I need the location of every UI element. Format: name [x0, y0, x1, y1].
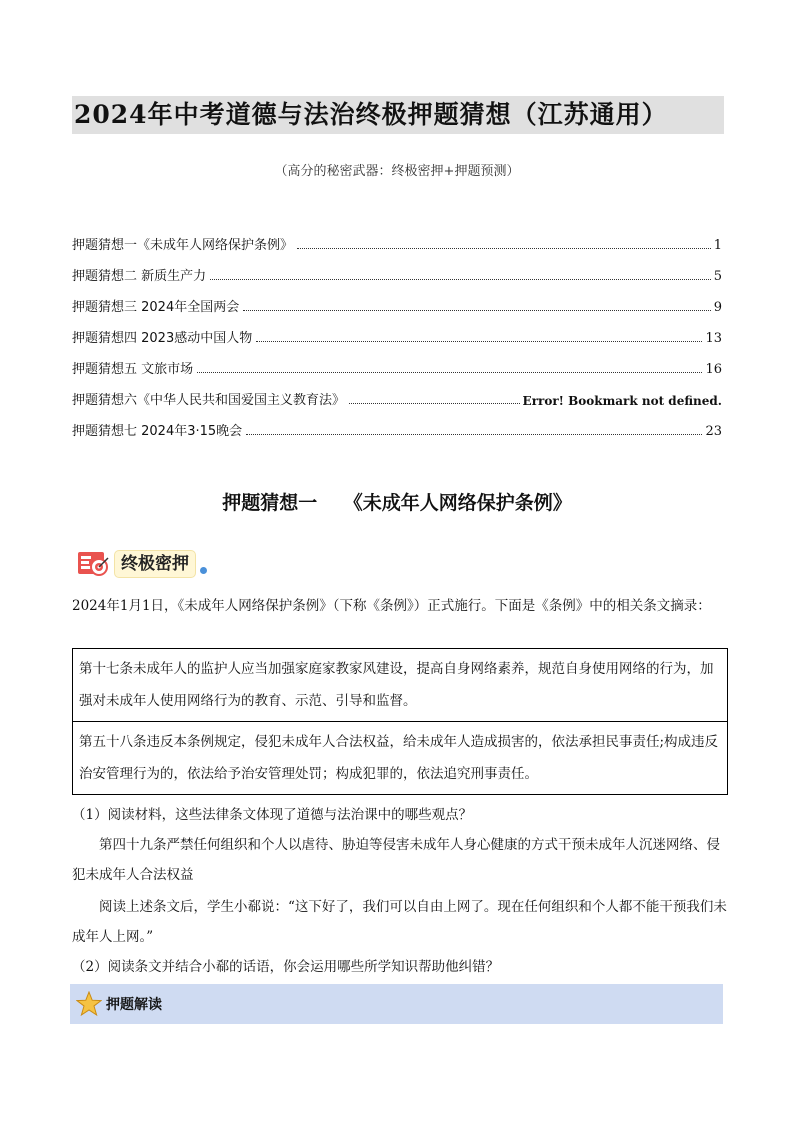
toc-entry-label: 押题猜想三 2024年全国两会 [72, 300, 240, 315]
document-subtitle: （高分的秘密武器：终极密押+押题预测） [274, 164, 520, 179]
document-title: 2024年中考道德与法治终极押题猜想（江苏通用） [72, 96, 724, 134]
toc-leader-dots [246, 434, 702, 435]
question-1: （1）阅读材料，这些法律条文体现了道德与法治课中的哪些观点？ [72, 807, 473, 823]
toc-leader-dots [256, 341, 702, 342]
material-intro: 2024年1月1日，《未成年人网络保护条例》（下称《条例》）正式施行。下面是《条例》中的相关条文摘录： [72, 598, 711, 614]
clause-article-17: 第十七条未成年人的监护人应当加强家庭家教家风建设，提高自身网络素养，规范自身使用网络的行为，加强对未成年人使用网络行为的教育、示范、引导和监督。 [79, 661, 714, 709]
toc-entry-label: 押题猜想二 新质生产力 [72, 269, 207, 284]
toc-entry-label: 押题猜想六《中华人民共和国爱国主义教育法》 [72, 393, 346, 408]
toc-entry-5[interactable] [72, 346, 722, 377]
toc-page-number: 23 [705, 424, 722, 439]
table-of-contents [72, 222, 722, 439]
toc-entry-2[interactable] [72, 253, 722, 284]
toc-leader-dots [210, 279, 711, 280]
star-icon [76, 991, 102, 1017]
badge-dot [200, 567, 207, 574]
toc-entry-label: 押题猜想七 2024年3·15晚会 [72, 424, 243, 439]
article-49-paragraph: 第四十九条严禁任何组织和个人以虐待、胁迫等侵害未成年人身心健康的方式干预未成年人沉迷网络、侵犯未成年人合法权益 [72, 837, 720, 883]
final-prediction-badge [76, 548, 207, 580]
toc-leader-dots [297, 248, 711, 249]
toc-entry-4[interactable] [72, 315, 722, 346]
toc-entry-label: 押题猜想四 2023感动中国人物 [72, 331, 253, 346]
toc-entry-label: 押题猜想五 文旅市场 [72, 362, 194, 377]
clause-article-58: 第五十八条违反本条例规定，侵犯未成年人合法权益，给未成年人造成损害的，依法承担民事责任;构成违反治安管理行为的，依法给予治安管理处罚；构成犯罪的，依法追究刑事责任。 [73, 721, 727, 795]
toc-page-number: 13 [705, 331, 722, 346]
clause-box [72, 648, 728, 795]
toc-page-number: 16 [705, 362, 722, 377]
student-quote-paragraph: 阅读上述条文后，学生小郗说：“这下好了，我们可以自由上网了。现在任何组织和个人都不能干预我们未成年人上网。” [72, 899, 727, 945]
toc-leader-dots [243, 310, 711, 311]
toc-page-number: 9 [713, 300, 722, 315]
toc-entry-3[interactable] [72, 284, 722, 315]
toc-entry-label: 押题猜想一《未成年人网络保护条例》 [72, 238, 294, 253]
section-heading: 押题猜想一 《未成年人网络保护条例》 [222, 492, 572, 514]
toc-entry-6[interactable] [72, 377, 722, 408]
toc-page-number: 5 [713, 269, 722, 284]
badge-label: 终极密押 [114, 550, 196, 578]
toc-page-number: 1 [713, 238, 722, 253]
toc-entry-1[interactable] [72, 222, 722, 253]
analysis-header-bar [70, 984, 723, 1024]
analysis-label: 押题解读 [106, 997, 162, 1013]
question-2: （2）阅读条文并结合小郗的话语，你会运用哪些所学知识帮助他纠错？ [72, 959, 500, 975]
toc-page-error: Error! Bookmark not defined. [522, 394, 722, 408]
toc-leader-dots [349, 403, 520, 404]
toc-leader-dots [197, 372, 702, 373]
toc-entry-7[interactable] [72, 408, 722, 439]
target-board-icon [76, 549, 110, 579]
